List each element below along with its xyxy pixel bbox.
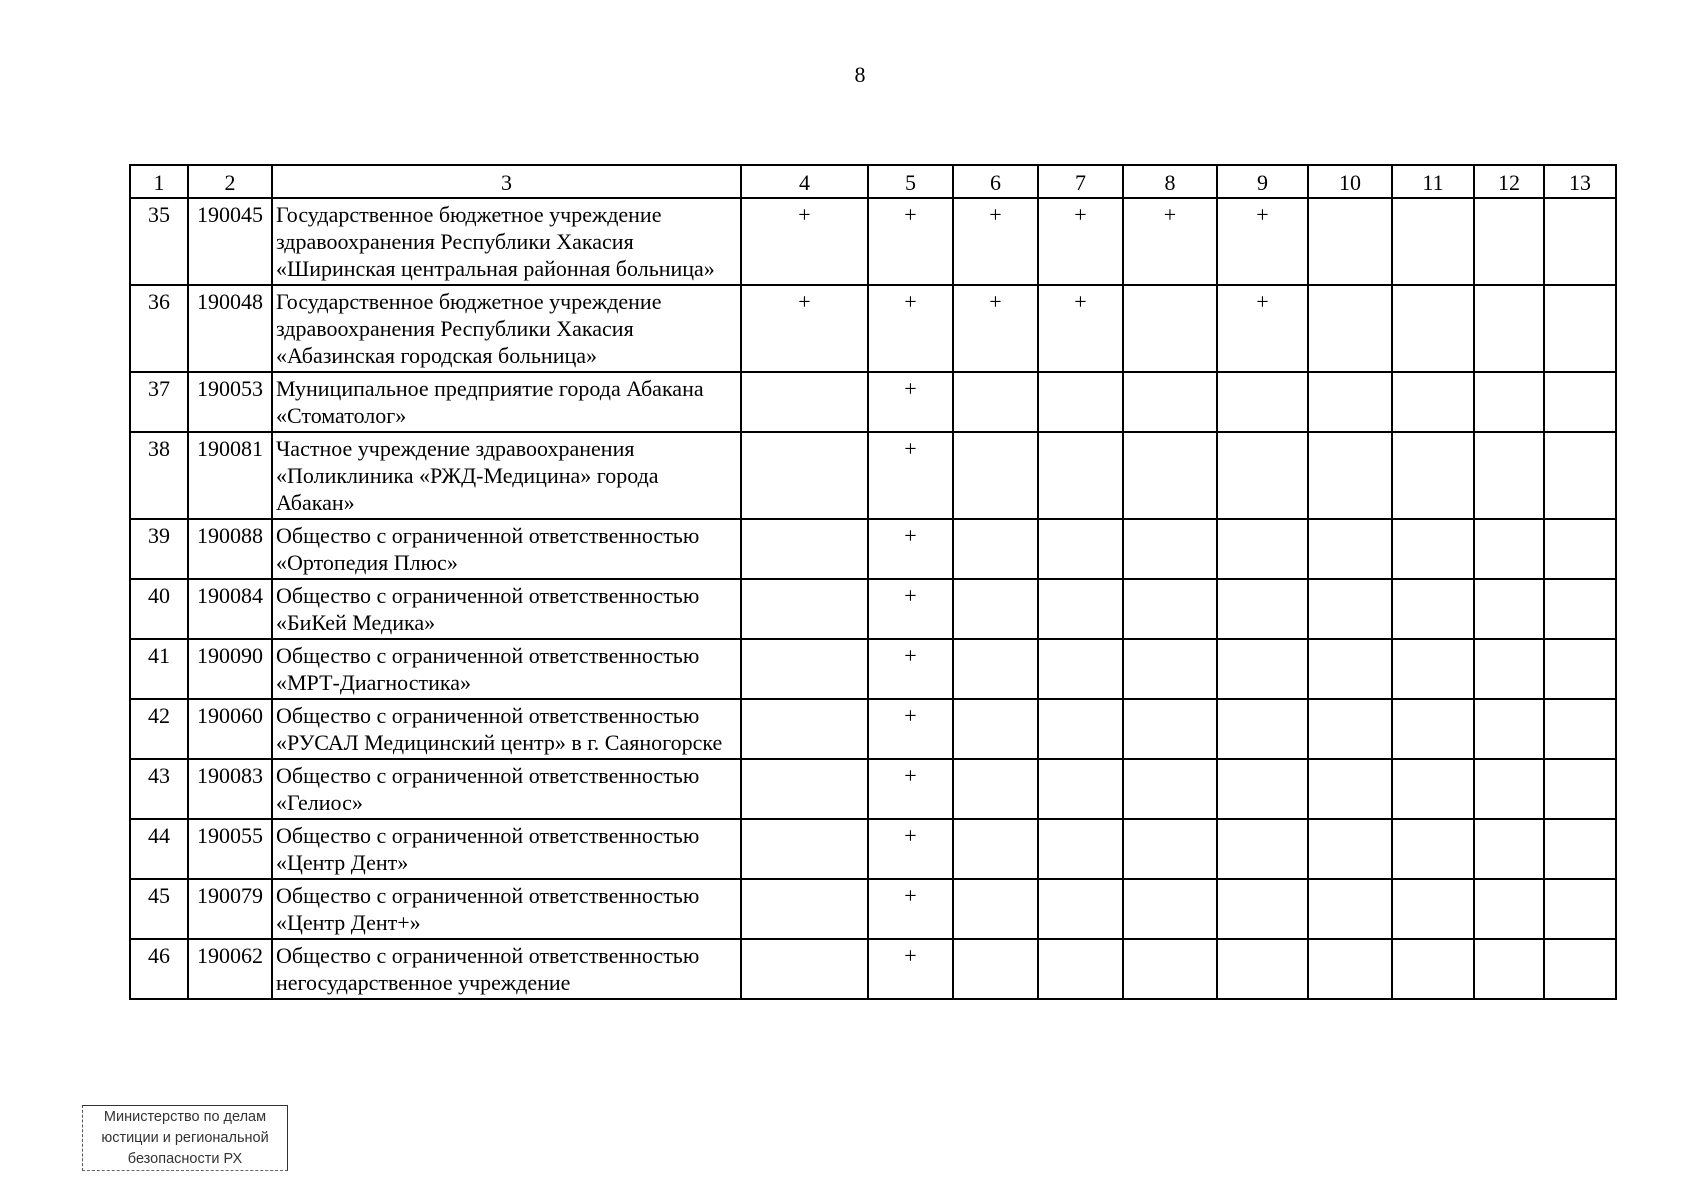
- organization-name: Муниципальное предприятие города Абакана «Стоматолог»: [272, 372, 741, 432]
- table-row: [130, 639, 1616, 699]
- row-number: 41: [130, 639, 188, 699]
- row-number: 35: [130, 198, 188, 285]
- mark-cell-col-8: [1123, 579, 1217, 639]
- mark-cell-col-13: [1544, 759, 1616, 819]
- mark-cell-col-4: [741, 372, 868, 432]
- mark-cell-col-6: [953, 432, 1038, 519]
- row-number: 43: [130, 759, 188, 819]
- mark-cell-col-4: [741, 579, 868, 639]
- mark-cell-col-4: [741, 939, 868, 999]
- mark-cell-col-6: [953, 579, 1038, 639]
- mark-cell-col-8: [1123, 879, 1217, 939]
- mark-cell-col-6: [953, 759, 1038, 819]
- stamp-line: безопасности РХ: [127, 1151, 243, 1167]
- row-number: 45: [130, 879, 188, 939]
- mark-cell-col-9: [1217, 519, 1308, 579]
- column-header-13: 13: [1544, 165, 1616, 198]
- mark-cell-col-13: [1544, 939, 1616, 999]
- mark-cell-col-7: [1038, 699, 1123, 759]
- mark-cell-col-10: [1308, 372, 1392, 432]
- mark-cell-col-9: [1217, 879, 1308, 939]
- organization-code: 190045: [188, 198, 272, 285]
- mark-cell-col-6: +: [953, 198, 1038, 285]
- mark-cell-col-12: [1474, 198, 1544, 285]
- mark-cell-col-13: [1544, 432, 1616, 519]
- mark-cell-col-11: [1392, 879, 1474, 939]
- mark-cell-col-10: [1308, 432, 1392, 519]
- mark-cell-col-5: +: [868, 198, 953, 285]
- row-number: 40: [130, 579, 188, 639]
- mark-cell-col-10: [1308, 519, 1392, 579]
- mark-cell-col-5: +: [868, 879, 953, 939]
- mark-cell-col-9: [1217, 579, 1308, 639]
- mark-cell-col-10: [1308, 819, 1392, 879]
- mark-cell-col-7: +: [1038, 285, 1123, 372]
- table-row: [130, 372, 1616, 432]
- mark-cell-col-8: [1123, 759, 1217, 819]
- mark-cell-col-13: [1544, 519, 1616, 579]
- table-row: [130, 939, 1616, 999]
- mark-cell-col-11: [1392, 285, 1474, 372]
- organization-name: Общество с ограниченной ответственностью «БиКей Медика»: [272, 579, 741, 639]
- mark-cell-col-7: [1038, 579, 1123, 639]
- mark-cell-col-12: [1474, 579, 1544, 639]
- mark-cell-col-4: [741, 819, 868, 879]
- table-row: [130, 759, 1616, 819]
- row-number: 44: [130, 819, 188, 879]
- column-header-3: 3: [272, 165, 741, 198]
- mark-cell-col-6: [953, 372, 1038, 432]
- table-row: [130, 519, 1616, 579]
- column-header-8: 8: [1123, 165, 1217, 198]
- organization-name: Общество с ограниченной ответственностью «РУСАЛ Медицинский центр» в г. Саяногорске: [272, 699, 741, 759]
- row-number: 39: [130, 519, 188, 579]
- mark-cell-col-13: [1544, 699, 1616, 759]
- mark-cell-col-4: [741, 519, 868, 579]
- mark-cell-col-12: [1474, 639, 1544, 699]
- mark-cell-col-12: [1474, 432, 1544, 519]
- mark-cell-col-13: [1544, 198, 1616, 285]
- mark-cell-col-12: [1474, 372, 1544, 432]
- mark-cell-col-9: [1217, 819, 1308, 879]
- mark-cell-col-5: +: [868, 819, 953, 879]
- mark-cell-col-8: +: [1123, 198, 1217, 285]
- row-number: 42: [130, 699, 188, 759]
- mark-cell-col-10: [1308, 285, 1392, 372]
- table-row: [130, 198, 1616, 285]
- column-header-11: 11: [1392, 165, 1474, 198]
- mark-cell-col-4: +: [741, 285, 868, 372]
- row-number: 37: [130, 372, 188, 432]
- mark-cell-col-7: +: [1038, 198, 1123, 285]
- organization-code: 190048: [188, 285, 272, 372]
- mark-cell-col-11: [1392, 699, 1474, 759]
- mark-cell-col-8: [1123, 372, 1217, 432]
- mark-cell-col-11: [1392, 939, 1474, 999]
- mark-cell-col-10: [1308, 699, 1392, 759]
- mark-cell-col-10: [1308, 639, 1392, 699]
- mark-cell-col-7: [1038, 432, 1123, 519]
- mark-cell-col-5: +: [868, 519, 953, 579]
- ministry-stamp: [82, 1105, 288, 1171]
- mark-cell-col-11: [1392, 819, 1474, 879]
- mark-cell-col-6: [953, 939, 1038, 999]
- mark-cell-col-10: [1308, 759, 1392, 819]
- mark-cell-col-6: +: [953, 285, 1038, 372]
- mark-cell-col-9: [1217, 759, 1308, 819]
- organization-name: Государственное бюджетное учреждение здравоохранения Республики Хакасия «Ширинская центральная районная больница»: [272, 198, 741, 285]
- organization-code: 190055: [188, 819, 272, 879]
- mark-cell-col-13: [1544, 285, 1616, 372]
- organization-name: Государственное бюджетное учреждение здравоохранения Республики Хакасия «Абазинская городская больница»: [272, 285, 741, 372]
- mark-cell-col-12: [1474, 939, 1544, 999]
- mark-cell-col-8: [1123, 285, 1217, 372]
- mark-cell-col-5: +: [868, 759, 953, 819]
- organization-code: 190084: [188, 579, 272, 639]
- mark-cell-col-11: [1392, 198, 1474, 285]
- mark-cell-col-12: [1474, 879, 1544, 939]
- mark-cell-col-7: [1038, 519, 1123, 579]
- mark-cell-col-6: [953, 819, 1038, 879]
- mark-cell-col-5: +: [868, 639, 953, 699]
- table-row: [130, 699, 1616, 759]
- mark-cell-col-9: +: [1217, 198, 1308, 285]
- organization-code: 190088: [188, 519, 272, 579]
- mark-cell-col-8: [1123, 699, 1217, 759]
- mark-cell-col-11: [1392, 639, 1474, 699]
- mark-cell-col-6: [953, 519, 1038, 579]
- organization-name: Общество с ограниченной ответственностью «Центр Дент+»: [272, 879, 741, 939]
- mark-cell-col-11: [1392, 519, 1474, 579]
- mark-cell-col-11: [1392, 759, 1474, 819]
- mark-cell-col-8: [1123, 432, 1217, 519]
- mark-cell-col-7: [1038, 639, 1123, 699]
- mark-cell-col-12: [1474, 285, 1544, 372]
- mark-cell-col-4: [741, 639, 868, 699]
- stamp-line: юстиции и региональной: [101, 1130, 269, 1146]
- organization-code: 190053: [188, 372, 272, 432]
- column-header-4: 4: [741, 165, 868, 198]
- mark-cell-col-4: +: [741, 198, 868, 285]
- mark-cell-col-9: [1217, 372, 1308, 432]
- mark-cell-col-5: +: [868, 699, 953, 759]
- mark-cell-col-13: [1544, 819, 1616, 879]
- organization-code: 190090: [188, 639, 272, 699]
- mark-cell-col-4: [741, 759, 868, 819]
- mark-cell-col-10: [1308, 939, 1392, 999]
- organization-name: Общество с ограниченной ответственностью «МРТ-Диагностика»: [272, 639, 741, 699]
- mark-cell-col-6: [953, 699, 1038, 759]
- stamp-line: Министерство по делам: [103, 1109, 267, 1125]
- mark-cell-col-12: [1474, 759, 1544, 819]
- mark-cell-col-12: [1474, 699, 1544, 759]
- mark-cell-col-8: [1123, 819, 1217, 879]
- column-header-1: 1: [130, 165, 188, 198]
- organization-name: Общество с ограниченной ответственностью негосударственное учреждение: [272, 939, 741, 999]
- mark-cell-col-10: [1308, 198, 1392, 285]
- column-header-2: 2: [188, 165, 272, 198]
- organization-name: Частное учреждение здравоохранения «Поликлиника «РЖД-Медицина» города Абакан»: [272, 432, 741, 519]
- mark-cell-col-9: [1217, 432, 1308, 519]
- organization-code: 190081: [188, 432, 272, 519]
- mark-cell-col-13: [1544, 372, 1616, 432]
- mark-cell-col-7: [1038, 372, 1123, 432]
- table-row: [130, 879, 1616, 939]
- page-number: 8: [854, 62, 866, 87]
- table-row: [130, 819, 1616, 879]
- organization-code: 190062: [188, 939, 272, 999]
- mark-cell-col-7: [1038, 879, 1123, 939]
- row-number: 38: [130, 432, 188, 519]
- row-number: 36: [130, 285, 188, 372]
- column-header-6: 6: [953, 165, 1038, 198]
- mark-cell-col-9: [1217, 699, 1308, 759]
- mark-cell-col-13: [1544, 579, 1616, 639]
- mark-cell-col-9: [1217, 939, 1308, 999]
- mark-cell-col-7: [1038, 939, 1123, 999]
- mark-cell-col-10: [1308, 579, 1392, 639]
- column-header-9: 9: [1217, 165, 1308, 198]
- mark-cell-col-4: [741, 432, 868, 519]
- column-header-7: 7: [1038, 165, 1123, 198]
- mark-cell-col-7: [1038, 759, 1123, 819]
- mark-cell-col-13: [1544, 639, 1616, 699]
- mark-cell-col-5: +: [868, 579, 953, 639]
- table-row: [130, 432, 1616, 519]
- mark-cell-col-11: [1392, 372, 1474, 432]
- mark-cell-col-9: +: [1217, 285, 1308, 372]
- mark-cell-col-12: [1474, 819, 1544, 879]
- organization-code: 190083: [188, 759, 272, 819]
- table-body: [130, 198, 1616, 999]
- mark-cell-col-13: [1544, 879, 1616, 939]
- header-row: [130, 165, 1616, 198]
- mark-cell-col-5: +: [868, 285, 953, 372]
- mark-cell-col-11: [1392, 432, 1474, 519]
- mark-cell-col-5: +: [868, 939, 953, 999]
- mark-cell-col-8: [1123, 519, 1217, 579]
- mark-cell-col-11: [1392, 579, 1474, 639]
- row-number: 46: [130, 939, 188, 999]
- mark-cell-col-7: [1038, 819, 1123, 879]
- organization-name: Общество с ограниченной ответственностью «Гелиос»: [272, 759, 741, 819]
- table-row: [130, 285, 1616, 372]
- mark-cell-col-4: [741, 699, 868, 759]
- column-header-5: 5: [868, 165, 953, 198]
- table-row: [130, 579, 1616, 639]
- mark-cell-col-10: [1308, 879, 1392, 939]
- mark-cell-col-6: [953, 879, 1038, 939]
- organization-name: Общество с ограниченной ответственностью «Центр Дент»: [272, 819, 741, 879]
- mark-cell-col-8: [1123, 939, 1217, 999]
- column-header-10: 10: [1308, 165, 1392, 198]
- mark-cell-col-6: [953, 639, 1038, 699]
- registry-table: [129, 164, 1617, 1000]
- organization-code: 190079: [188, 879, 272, 939]
- column-header-12: 12: [1474, 165, 1544, 198]
- mark-cell-col-9: [1217, 639, 1308, 699]
- organization-code: 190060: [188, 699, 272, 759]
- mark-cell-col-5: +: [868, 432, 953, 519]
- table-header: [130, 165, 1616, 198]
- organization-name: Общество с ограниченной ответственностью «Ортопедия Плюс»: [272, 519, 741, 579]
- mark-cell-col-5: +: [868, 372, 953, 432]
- mark-cell-col-4: [741, 879, 868, 939]
- mark-cell-col-12: [1474, 519, 1544, 579]
- mark-cell-col-8: [1123, 639, 1217, 699]
